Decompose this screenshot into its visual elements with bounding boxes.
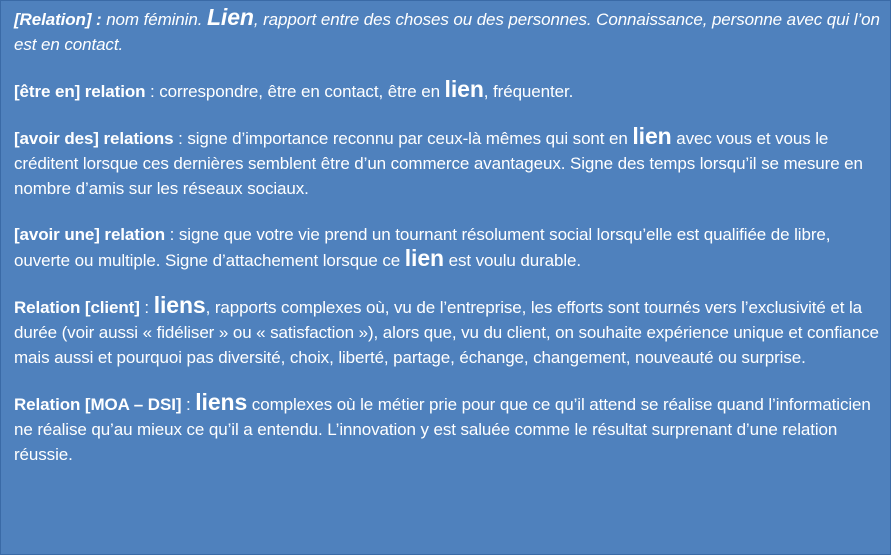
definition-text: nom féminin. xyxy=(101,10,207,29)
highlight-word: liens xyxy=(195,389,248,415)
definition-text: , fréquenter. xyxy=(483,82,574,101)
definition-text: : signe d’importance reconnu par ceux-là mêmes qui sont en xyxy=(173,129,633,148)
definition-text: avec vous et vous le créditent lorsque ces dernières semblent être d’un commerce avantageux. Signe des temps lorsqu’il se mesure en nombre d’amis sur les réseaux sociaux. xyxy=(14,129,863,198)
term: Relation [client] xyxy=(14,298,140,317)
highlight-word: Lien xyxy=(206,4,254,30)
term: [Relation] : xyxy=(14,10,102,29)
definition-text: , rapports complexes où, vu de l’entreprise, les efforts sont tournés vers l’exclusivité et la durée (voir aussi « fidéliser » ou « satisfaction »), alors que, vu du client, on souhaite expérience unique et confiance mais aussi et pourquoi pas diversité, choix, liberté, partage, échange, changement, nouveauté ou surprise. xyxy=(14,298,879,367)
definition-text: : signe que votre vie prend un tournant résolument social lorsqu’elle est qualifiée de libre, ouverte ou multiple. Signe d’attachement lorsque ce xyxy=(14,225,831,270)
definition-text: est voulu durable. xyxy=(444,251,582,270)
term: [avoir une] relation xyxy=(14,225,166,244)
highlight-word: liens xyxy=(153,292,206,318)
highlight-word: lien xyxy=(632,123,672,149)
term: Relation [MOA – DSI] xyxy=(14,395,182,414)
highlight-word: lien xyxy=(444,76,484,102)
term: [avoir des] relations xyxy=(14,129,174,148)
definition-text: , rapport entre des choses ou des personnes. Connaissance, personne avec qui l’on est en contact. xyxy=(14,10,880,54)
definition-text: : xyxy=(139,298,154,317)
definition-relation xyxy=(14,6,880,57)
definition-relation-moa-dsi xyxy=(14,391,880,467)
definition-etre-en-relation xyxy=(14,78,880,104)
definition-text: complexes où le métier prie pour que ce qu’il attend se réalise quand l’informaticien ne réalise qu’au mieux ce qu’il a entendu. L’innovation y est saluée comme le résultat surprenant d’une relation réussie. xyxy=(14,395,871,464)
definition-relation-client xyxy=(14,294,880,370)
definition-avoir-des-relations xyxy=(14,125,880,201)
highlight-word: lien xyxy=(404,245,444,271)
definition-text: : xyxy=(181,395,196,414)
definition-avoir-une-relation xyxy=(14,222,880,273)
term: [être en] relation xyxy=(14,82,146,101)
definition-text: : correspondre, être en contact, être en xyxy=(145,82,445,101)
